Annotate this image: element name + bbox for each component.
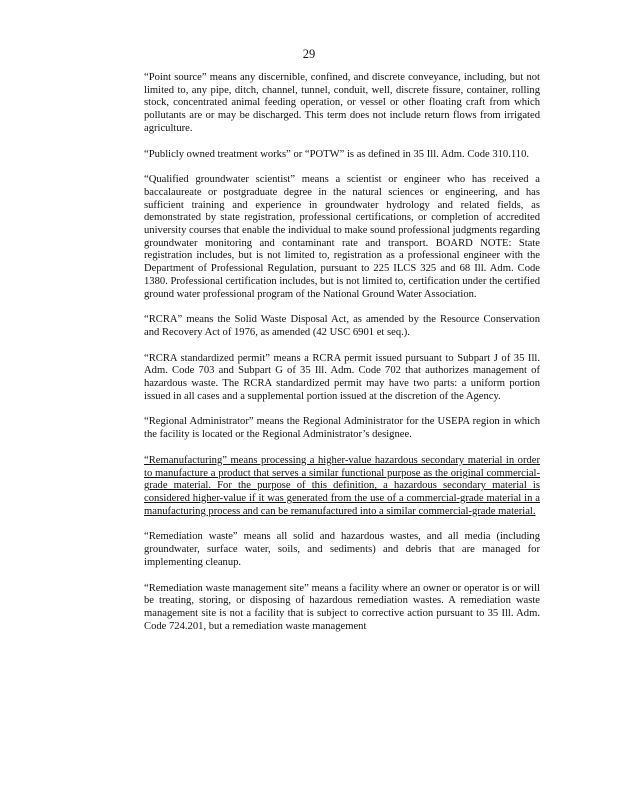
definition-remediation-waste-management-site: “Remediation waste management site” means a facility where an owner or operator is or will be treating, storing, or disposing of hazardous remediation wastes. A remediation waste management site is not a facility that is subject to corrective action pursuant to 35 Ill. Adm. Code 724.201, but a remediation waste management <box>144 582 540 632</box>
definition-rcra: “RCRA” means the Solid Waste Disposal Act, as amended by the Resource Conservation and Recovery Act of 1976, as amended (42 USC 6901 et seq.). <box>144 314 540 338</box>
definitions-list <box>144 72 540 633</box>
definition-remanufacturing: “Remanufacturing” means processing a higher-value hazardous secondary material in order to manufacture a product that serves a similar functional purpose as the original commercial-grade material. For the purpose of this definition, a hazardous secondary material is considered higher-value if it was generated from the use of a commercial-grade material in a manufacturing process and can be remanufactured into a similar commercial-grade material. <box>144 454 540 517</box>
definition-regional-administrator: “Regional Administrator” means the Regional Administrator for the USEPA region in which the facility is located or the Regional Administrator’s designee. <box>144 416 540 441</box>
definition-point-source: “Point source” means any discernible, confined, and discrete conveyance, including, but not limited to, any pipe, ditch, channel, tunnel, conduit, well, discrete fissure, container, rolling stock, concentrated animal feeding operation, or vessel or other floating craft from which pollutants are or may be discharged. This term does not include return flows from irrigated agriculture. <box>144 72 540 134</box>
page-number: 29 <box>302 47 316 61</box>
definition-potw: “Publicly owned treatment works” or “POTW” is as defined in 35 Ill. Adm. Code 310.110. <box>144 148 530 160</box>
definition-remediation-waste: “Remediation waste” means all solid and hazardous wastes, and all media (including groundwater, surface water, soils, and sediments) and debris that are managed for implementing cleanup. <box>144 531 540 568</box>
definition-qualified-groundwater-scientist: “Qualified groundwater scientist” means a scientist or engineer who has received a baccalaureate or postgraduate degree in the natural sciences or engineering, and has sufficient training and experience in groundwater hydrology and related fields, as demonstrated by state registration, professional certifications, or completion of accredited university courses that enable the individual to make sound professional judgments regarding groundwater monitoring and contaminant rate and transport. BOARD NOTE: State registration includes, but is not limited to, registration as a professional engineer with the Department of Professional Regulation, pursuant to 225 ILCS 325 and 68 Ill. Adm. Code 1380. Professional certification includes, but is not limited to, certification under the certified ground water professional program of the National Ground Water Association. <box>144 174 540 300</box>
definition-rcra-standardized-permit: “RCRA standardized permit” means a RCRA permit issued pursuant to Subpart J of 35 Ill. Adm. Code 703 and Subpart G of 35 Ill. Adm. Code 702 that authorizes management of hazardous waste. The RCRA standardized permit may have two parts: a uniform portion issued in all cases and a supplemental portion issued at the discretion of the Agency. <box>144 352 540 402</box>
